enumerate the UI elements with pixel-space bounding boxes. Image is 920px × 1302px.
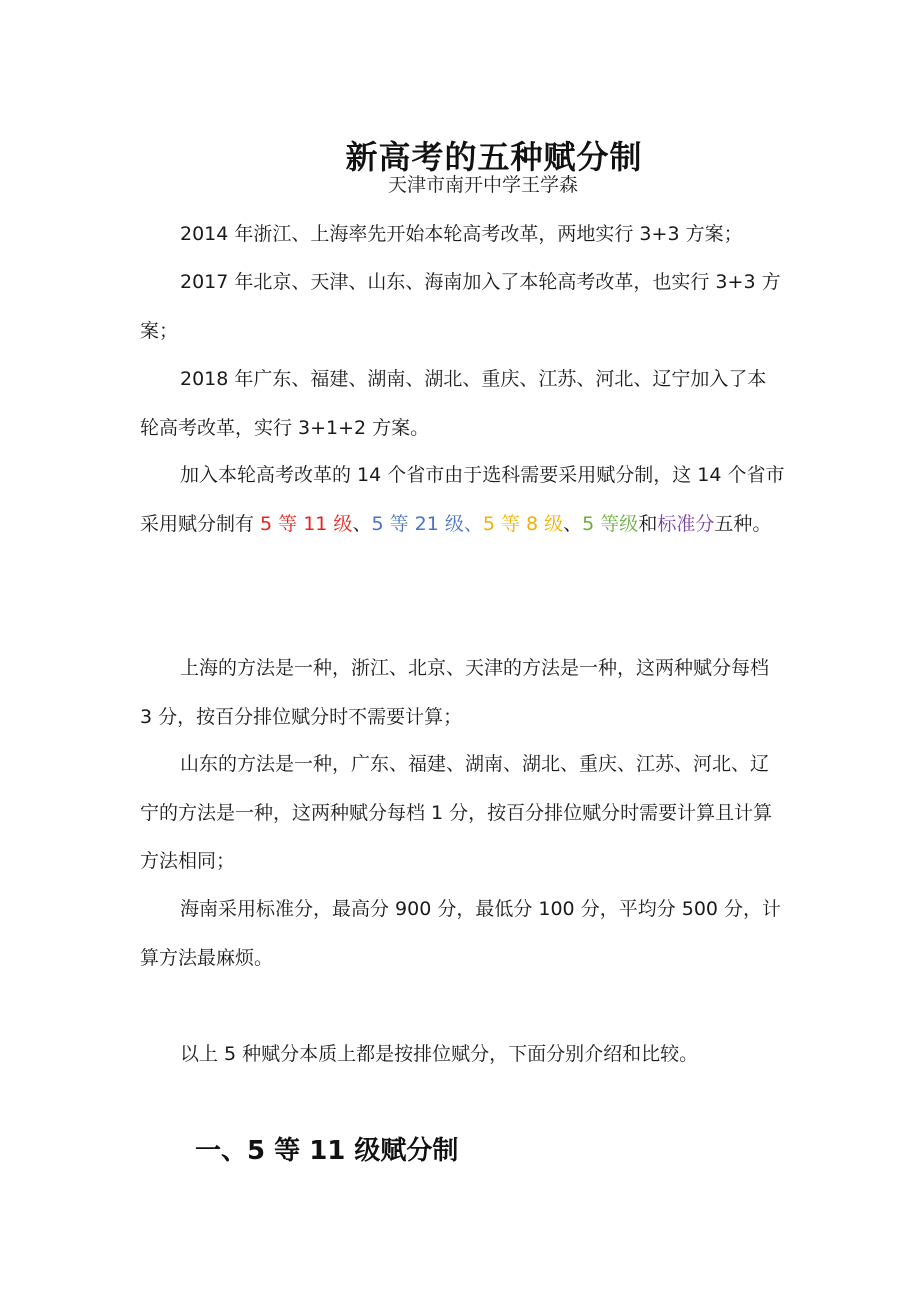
separator: 、 <box>352 512 372 535</box>
method-standard-score: 标准分 <box>657 512 715 535</box>
paragraph-hainan: 海南采用标准分，最高分 900 分，最低分 100 分，平均分 500 分，计算方法最麻烦。 <box>140 898 782 969</box>
method-5-grades-8-levels: 5 等 8 级 <box>482 512 564 535</box>
paragraph-2018-reform: 2018 年广东、福建、湖南、湖北、重庆、江苏、河北、辽宁加入了本轮高考改革，实行 3+1+2 方案。 <box>140 368 767 439</box>
separator: 、 <box>463 512 483 535</box>
paragraph-2017-reform: 2017 年北京、天津、山东、海南加入了本轮高考改革，也实行 3+3 方案； <box>140 271 781 342</box>
section-heading: 一、5 等 11 级赋分制 <box>195 1136 459 1166</box>
method-5-levels: 5 等级 <box>582 512 639 535</box>
paragraph-five-methods <box>140 451 785 548</box>
separator: 、 <box>563 512 583 535</box>
method-5-grades-21-levels: 5 等 21 级 <box>371 512 464 535</box>
paragraph-shandong-guangdong: 山东的方法是一种，广东、福建、湖南、湖北、重庆、江苏、河北、辽宁的方法是一种，这两种赋分每档 1 分，按百分排位赋分时需要计算且计算方法相同； <box>140 753 773 872</box>
five-methods-outro: 五种。 <box>714 512 772 535</box>
paragraph-shanghai-zhejiang: 上海的方法是一种，浙江、北京、天津的方法是一种，这两种赋分每档 3 分，按百分排位赋分时不需要计算； <box>140 657 770 728</box>
paragraph-summary: 以上 5 种赋分本质上都是按排位赋分，下面分别介绍和比较。 <box>180 1043 699 1065</box>
author-line: 天津市南开中学王学森 <box>387 174 578 196</box>
method-5-grades-11-levels: 5 等 11 级 <box>260 512 353 535</box>
conjunction: 和 <box>638 512 658 535</box>
five-methods-intro: 加入本轮高考改革的 14 个省市由于选科需要采用赋分制，这 14 个省市采用赋分制有 <box>140 464 785 535</box>
paragraph-2014-reform: 2014 年浙江、上海率先开始本轮高考改革，两地实行 3+3 方案； <box>180 223 743 245</box>
document-title: 新高考的五种赋分制 <box>345 138 643 177</box>
